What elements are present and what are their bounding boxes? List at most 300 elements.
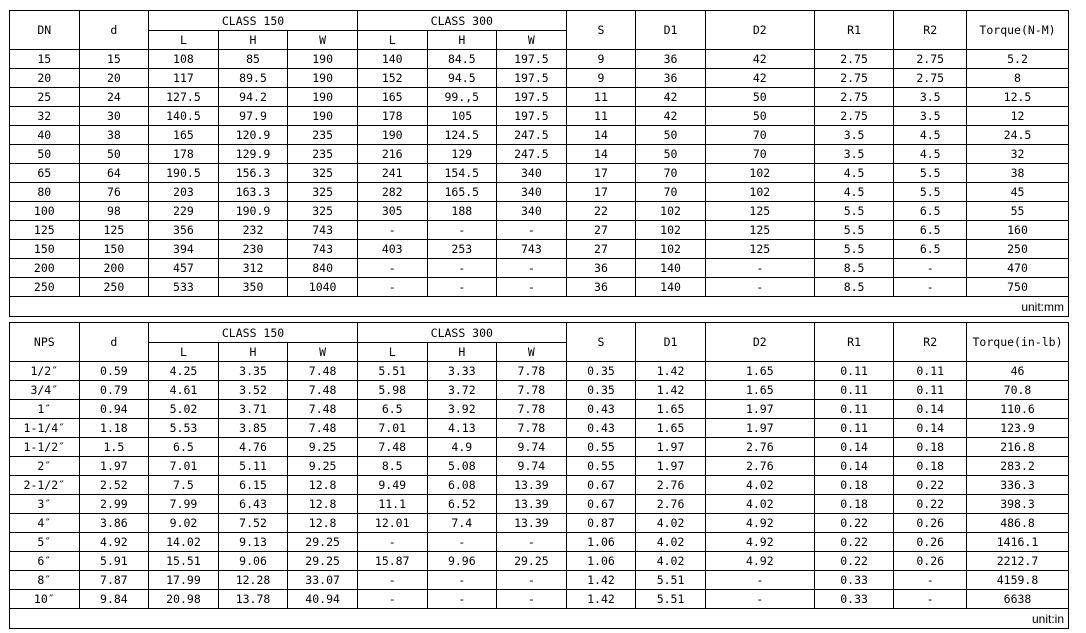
table-cell: 0.11 — [894, 381, 967, 400]
table-cell: - — [894, 259, 967, 278]
header-class300-l: L — [357, 31, 427, 50]
table-cell: 0.26 — [894, 514, 967, 533]
table-cell: 197.5 — [497, 50, 567, 69]
table-cell: 4.02 — [636, 533, 706, 552]
table-cell: 125 — [79, 221, 149, 240]
table-cell: 12.5 — [967, 88, 1069, 107]
table-cell: 5.53 — [149, 419, 219, 438]
table-cell: 0.14 — [814, 457, 894, 476]
table-cell: 9.84 — [79, 590, 149, 609]
table-cell: - — [705, 278, 814, 297]
table-cell: 0.11 — [814, 400, 894, 419]
table-cell: 7.4 — [427, 514, 497, 533]
table-cell: - — [497, 571, 567, 590]
header-class150-l: L — [149, 31, 219, 50]
table-row — [10, 495, 1069, 514]
table-cell: - — [497, 278, 567, 297]
table-cell: 11 — [566, 107, 636, 126]
table-cell: 32 — [967, 145, 1069, 164]
table-cell: 3.5 — [894, 107, 967, 126]
table-cell: 7.78 — [497, 362, 567, 381]
table-row — [10, 552, 1069, 571]
table-cell: 7.78 — [497, 381, 567, 400]
table-cell: 9 — [566, 69, 636, 88]
table-cell: 190.9 — [218, 202, 288, 221]
table-cell: 0.11 — [894, 362, 967, 381]
table-cell: - — [427, 259, 497, 278]
table-cell: 188 — [427, 202, 497, 221]
table-cell: 13.39 — [497, 495, 567, 514]
table-cell: 42 — [636, 107, 706, 126]
table-cell: - — [357, 221, 427, 240]
table-cell: - — [894, 571, 967, 590]
table-cell: 70 — [705, 145, 814, 164]
table-cell: 0.22 — [814, 552, 894, 571]
table-cell: 250 — [10, 278, 80, 297]
table-cell: 190 — [288, 69, 358, 88]
table-cell: 42 — [636, 88, 706, 107]
table-row — [10, 164, 1069, 183]
table-row — [10, 419, 1069, 438]
table-cell: 36 — [566, 278, 636, 297]
table-cell: 7.5 — [149, 476, 219, 495]
table-cell: 9.25 — [288, 457, 358, 476]
table-cell: 6.52 — [427, 495, 497, 514]
table-cell: 50 — [636, 145, 706, 164]
table-cell: 7.78 — [497, 400, 567, 419]
table-cell: 7.01 — [149, 457, 219, 476]
table-cell: 129 — [427, 145, 497, 164]
table-cell: 17.99 — [149, 571, 219, 590]
table-cell: 4.02 — [636, 552, 706, 571]
table-row — [10, 457, 1069, 476]
table-cell: 0.14 — [894, 400, 967, 419]
table-cell: 1.42 — [566, 590, 636, 609]
table-cell: 0.43 — [566, 400, 636, 419]
table-cell: 0.11 — [814, 362, 894, 381]
table-cell: 9.74 — [497, 457, 567, 476]
table-cell: 3.35 — [218, 362, 288, 381]
table-row — [10, 590, 1069, 609]
table-cell: 6.08 — [427, 476, 497, 495]
table-cell: 156.3 — [218, 164, 288, 183]
table-cell: - — [705, 590, 814, 609]
table-cell: 9 — [566, 50, 636, 69]
table-cell: 38 — [967, 164, 1069, 183]
spec-tables — [9, 10, 1069, 629]
table-cell: 140 — [357, 50, 427, 69]
table-cell: 200 — [10, 259, 80, 278]
table-cell: 3.92 — [427, 400, 497, 419]
table-cell: - — [427, 533, 497, 552]
table-cell: 4.61 — [149, 381, 219, 400]
table-cell: 70.8 — [967, 381, 1069, 400]
table-cell: 750 — [967, 278, 1069, 297]
table-cell: 6.5 — [894, 240, 967, 259]
table-cell: 403 — [357, 240, 427, 259]
table-cell: 2.76 — [705, 457, 814, 476]
table-cell: 1-1/4″ — [10, 419, 80, 438]
table-row — [10, 278, 1069, 297]
table-cell: 2.75 — [894, 50, 967, 69]
table-cell: 4.92 — [79, 533, 149, 552]
table-cell: 84.5 — [427, 50, 497, 69]
header-d: d — [79, 323, 149, 362]
dimension-table — [9, 10, 1069, 629]
header-d1: D1 — [636, 323, 706, 362]
table-cell: 70 — [636, 183, 706, 202]
table-cell: 29.25 — [497, 552, 567, 571]
table-cell: - — [497, 221, 567, 240]
table-cell: 3.5 — [894, 88, 967, 107]
table-cell: 0.26 — [894, 552, 967, 571]
header-d1: D1 — [636, 11, 706, 50]
table-cell: 13.78 — [218, 590, 288, 609]
table-cell: 1.65 — [705, 362, 814, 381]
table-cell: 0.22 — [894, 495, 967, 514]
imperial-header-row-1 — [10, 323, 1069, 343]
table-cell: 4.5 — [894, 145, 967, 164]
header-d2: D2 — [705, 11, 814, 50]
table-cell: - — [497, 590, 567, 609]
table-row — [10, 381, 1069, 400]
table-cell: - — [357, 259, 427, 278]
table-cell: 4.5 — [814, 183, 894, 202]
table-cell: 25 — [10, 88, 80, 107]
table-cell: - — [705, 571, 814, 590]
table-cell: 4.02 — [705, 476, 814, 495]
table-cell: 20 — [10, 69, 80, 88]
table-cell: 125 — [705, 202, 814, 221]
table-cell: 305 — [357, 202, 427, 221]
header-torque: Torque(N-M) — [967, 11, 1069, 50]
table-cell: 120.9 — [218, 126, 288, 145]
table-cell: 2.76 — [636, 495, 706, 514]
table-cell: 36 — [636, 50, 706, 69]
table-cell: 14.02 — [149, 533, 219, 552]
header-class150-h: H — [218, 31, 288, 50]
table-cell: 350 — [218, 278, 288, 297]
table-cell: 336.3 — [967, 476, 1069, 495]
header-d2: D2 — [705, 323, 814, 362]
table-cell: 29.25 — [288, 552, 358, 571]
header-class-150: CLASS 150 — [149, 323, 358, 343]
table-cell: 3.86 — [79, 514, 149, 533]
table-row — [10, 50, 1069, 69]
table-cell: 6.15 — [218, 476, 288, 495]
table-cell: 3.71 — [218, 400, 288, 419]
table-cell: 29.25 — [288, 533, 358, 552]
table-cell: 70 — [636, 164, 706, 183]
table-cell: 40.94 — [288, 590, 358, 609]
table-cell: 2″ — [10, 457, 80, 476]
table-cell: 110.6 — [967, 400, 1069, 419]
table-cell: 7.48 — [288, 362, 358, 381]
header-size: NPS — [10, 323, 80, 362]
table-cell: - — [427, 571, 497, 590]
table-cell: 8.5 — [814, 259, 894, 278]
table-cell: 743 — [288, 240, 358, 259]
unit-label: unit:mm — [10, 297, 1069, 317]
table-cell: 1.5 — [79, 438, 149, 457]
table-cell: 140 — [636, 278, 706, 297]
table-cell: 0.18 — [814, 476, 894, 495]
table-cell: 197.5 — [497, 107, 567, 126]
header-class150-l: L — [149, 343, 219, 362]
table-cell: 2.76 — [636, 476, 706, 495]
table-cell: 7.99 — [149, 495, 219, 514]
table-cell: 13.39 — [497, 476, 567, 495]
table-cell: 356 — [149, 221, 219, 240]
table-cell: 102 — [636, 240, 706, 259]
table-cell: 4.5 — [894, 126, 967, 145]
table-cell: 7.48 — [288, 419, 358, 438]
table-cell: 398.3 — [967, 495, 1069, 514]
metric-header-row-1 — [10, 11, 1069, 31]
table-cell: 55 — [967, 202, 1069, 221]
table-cell: 1.65 — [636, 400, 706, 419]
table-cell: 14 — [566, 145, 636, 164]
table-cell: 124.5 — [427, 126, 497, 145]
table-cell: 0.43 — [566, 419, 636, 438]
table-cell: 165.5 — [427, 183, 497, 202]
table-cell: 1.65 — [705, 381, 814, 400]
header-r2: R2 — [894, 323, 967, 362]
header-class300-l: L — [357, 343, 427, 362]
table-cell: 178 — [149, 145, 219, 164]
table-cell: 203 — [149, 183, 219, 202]
table-cell: 0.33 — [814, 590, 894, 609]
header-class300-w: W — [497, 31, 567, 50]
table-cell: 197.5 — [497, 69, 567, 88]
table-cell: 2.99 — [79, 495, 149, 514]
table-cell: 2212.7 — [967, 552, 1069, 571]
table-cell: 5.98 — [357, 381, 427, 400]
table-cell: - — [427, 590, 497, 609]
table-cell: 1.06 — [566, 552, 636, 571]
table-cell: 50 — [79, 145, 149, 164]
table-row — [10, 400, 1069, 419]
header-class-300: CLASS 300 — [357, 323, 566, 343]
table-cell: 65 — [10, 164, 80, 183]
table-cell: 12.8 — [288, 476, 358, 495]
table-cell: 340 — [497, 202, 567, 221]
table-cell: 6.43 — [218, 495, 288, 514]
table-cell: 457 — [149, 259, 219, 278]
table-cell: 11 — [566, 88, 636, 107]
table-cell: 1.42 — [566, 571, 636, 590]
table-cell: 190 — [357, 126, 427, 145]
table-cell: 1.97 — [636, 438, 706, 457]
header-torque: Torque(in-lb) — [967, 323, 1069, 362]
table-cell: 394 — [149, 240, 219, 259]
table-cell: 9.25 — [288, 438, 358, 457]
table-cell: 7.48 — [288, 400, 358, 419]
table-row — [10, 438, 1069, 457]
table-cell: 250 — [79, 278, 149, 297]
table-cell: 117 — [149, 69, 219, 88]
table-cell: 253 — [427, 240, 497, 259]
table-cell: 0.14 — [814, 438, 894, 457]
table-cell: 15.51 — [149, 552, 219, 571]
table-cell: 0.18 — [894, 438, 967, 457]
table-cell: 33.07 — [288, 571, 358, 590]
table-row — [10, 514, 1069, 533]
table-row — [10, 145, 1069, 164]
table-cell: - — [357, 278, 427, 297]
table-cell: 50 — [705, 88, 814, 107]
table-cell: 50 — [10, 145, 80, 164]
table-cell: 3.85 — [218, 419, 288, 438]
table-row — [10, 476, 1069, 495]
table-cell: 1.42 — [636, 381, 706, 400]
table-cell: 15 — [79, 50, 149, 69]
table-cell: 12.28 — [218, 571, 288, 590]
table-cell: 470 — [967, 259, 1069, 278]
table-cell: 2.75 — [814, 69, 894, 88]
table-cell: 247.5 — [497, 126, 567, 145]
table-cell: 1.65 — [636, 419, 706, 438]
table-cell: 8″ — [10, 571, 80, 590]
header-class300-w: W — [497, 343, 567, 362]
table-cell: 27 — [566, 240, 636, 259]
header-class150-h: H — [218, 343, 288, 362]
table-cell: 4.02 — [705, 495, 814, 514]
table-cell: 3.52 — [218, 381, 288, 400]
table-cell: 0.87 — [566, 514, 636, 533]
table-cell: 840 — [288, 259, 358, 278]
table-cell: 30 — [79, 107, 149, 126]
table-cell: - — [705, 259, 814, 278]
table-cell: 190 — [288, 50, 358, 69]
table-cell: 40 — [10, 126, 80, 145]
table-cell: 3.72 — [427, 381, 497, 400]
table-cell: 9.96 — [427, 552, 497, 571]
table-cell: 325 — [288, 183, 358, 202]
table-cell: 5.5 — [814, 202, 894, 221]
table-cell: 2.75 — [814, 107, 894, 126]
table-cell: 50 — [636, 126, 706, 145]
table-cell: 10″ — [10, 590, 80, 609]
table-row — [10, 202, 1069, 221]
table-cell: 4″ — [10, 514, 80, 533]
header-class150-w: W — [288, 343, 358, 362]
table-cell: 312 — [218, 259, 288, 278]
table-cell: 190.5 — [149, 164, 219, 183]
table-cell: 89.5 — [218, 69, 288, 88]
table-cell: 0.35 — [566, 381, 636, 400]
table-cell: 0.33 — [814, 571, 894, 590]
table-cell: 5.02 — [149, 400, 219, 419]
table-cell: 230 — [218, 240, 288, 259]
table-cell: 7.87 — [79, 571, 149, 590]
table-cell: 3.5 — [814, 145, 894, 164]
table-cell: 4.5 — [814, 164, 894, 183]
table-cell: 4.92 — [705, 514, 814, 533]
table-cell: - — [894, 590, 967, 609]
table-cell: 13.39 — [497, 514, 567, 533]
table-cell: 5.91 — [79, 552, 149, 571]
table-cell: 0.35 — [566, 362, 636, 381]
table-cell: 105 — [427, 107, 497, 126]
table-cell: 12.8 — [288, 514, 358, 533]
table-row — [10, 126, 1069, 145]
unit-label: unit:in — [10, 609, 1069, 629]
table-row — [10, 362, 1069, 381]
table-cell: 125 — [705, 221, 814, 240]
table-cell: 42 — [705, 50, 814, 69]
table-cell: 5.5 — [814, 240, 894, 259]
table-cell: 9.06 — [218, 552, 288, 571]
table-cell: 4.25 — [149, 362, 219, 381]
table-cell: 94.5 — [427, 69, 497, 88]
table-cell: 5.08 — [427, 457, 497, 476]
table-cell: 3/4″ — [10, 381, 80, 400]
table-cell: 17 — [566, 183, 636, 202]
table-cell: 282 — [357, 183, 427, 202]
table-cell: - — [427, 278, 497, 297]
table-cell: 1/2″ — [10, 362, 80, 381]
table-cell: 46 — [967, 362, 1069, 381]
table-cell: 165 — [357, 88, 427, 107]
table-cell: 7.48 — [357, 438, 427, 457]
table-row — [10, 183, 1069, 202]
table-cell: 50 — [705, 107, 814, 126]
table-cell: 250 — [967, 240, 1069, 259]
table-cell: 0.22 — [814, 533, 894, 552]
table-cell: 80 — [10, 183, 80, 202]
header-class-150: CLASS 150 — [149, 11, 358, 31]
table-cell: 1.97 — [705, 419, 814, 438]
table-cell: 14 — [566, 126, 636, 145]
table-cell: 94.2 — [218, 88, 288, 107]
table-cell: 12 — [967, 107, 1069, 126]
table-cell: 102 — [705, 164, 814, 183]
table-cell: 0.22 — [894, 476, 967, 495]
table-cell: 8.5 — [357, 457, 427, 476]
table-cell: 5″ — [10, 533, 80, 552]
table-cell: 102 — [636, 202, 706, 221]
table-cell: 178 — [357, 107, 427, 126]
table-cell: 340 — [497, 183, 567, 202]
table-cell: 6.5 — [894, 202, 967, 221]
table-cell: 6.5 — [149, 438, 219, 457]
table-cell: 4.76 — [218, 438, 288, 457]
table-cell: 12.8 — [288, 495, 358, 514]
table-cell: 125 — [10, 221, 80, 240]
table-cell: 1.18 — [79, 419, 149, 438]
table-cell: 2.75 — [894, 69, 967, 88]
table-cell: 6638 — [967, 590, 1069, 609]
table-cell: 5.51 — [357, 362, 427, 381]
table-cell: 232 — [218, 221, 288, 240]
table-cell: 2.75 — [814, 50, 894, 69]
table-cell: 2-1/2″ — [10, 476, 80, 495]
table-cell: 0.22 — [814, 514, 894, 533]
table-cell: 22 — [566, 202, 636, 221]
table-cell: 6.5 — [357, 400, 427, 419]
table-cell: 15 — [10, 50, 80, 69]
table-cell: 1.97 — [636, 457, 706, 476]
table-cell: 5.5 — [894, 164, 967, 183]
table-cell: 154.5 — [427, 164, 497, 183]
table-cell: 325 — [288, 164, 358, 183]
table-cell: 235 — [288, 126, 358, 145]
table-cell: - — [357, 590, 427, 609]
table-cell: 150 — [79, 240, 149, 259]
table-cell: 0.18 — [894, 457, 967, 476]
table-cell: 0.79 — [79, 381, 149, 400]
